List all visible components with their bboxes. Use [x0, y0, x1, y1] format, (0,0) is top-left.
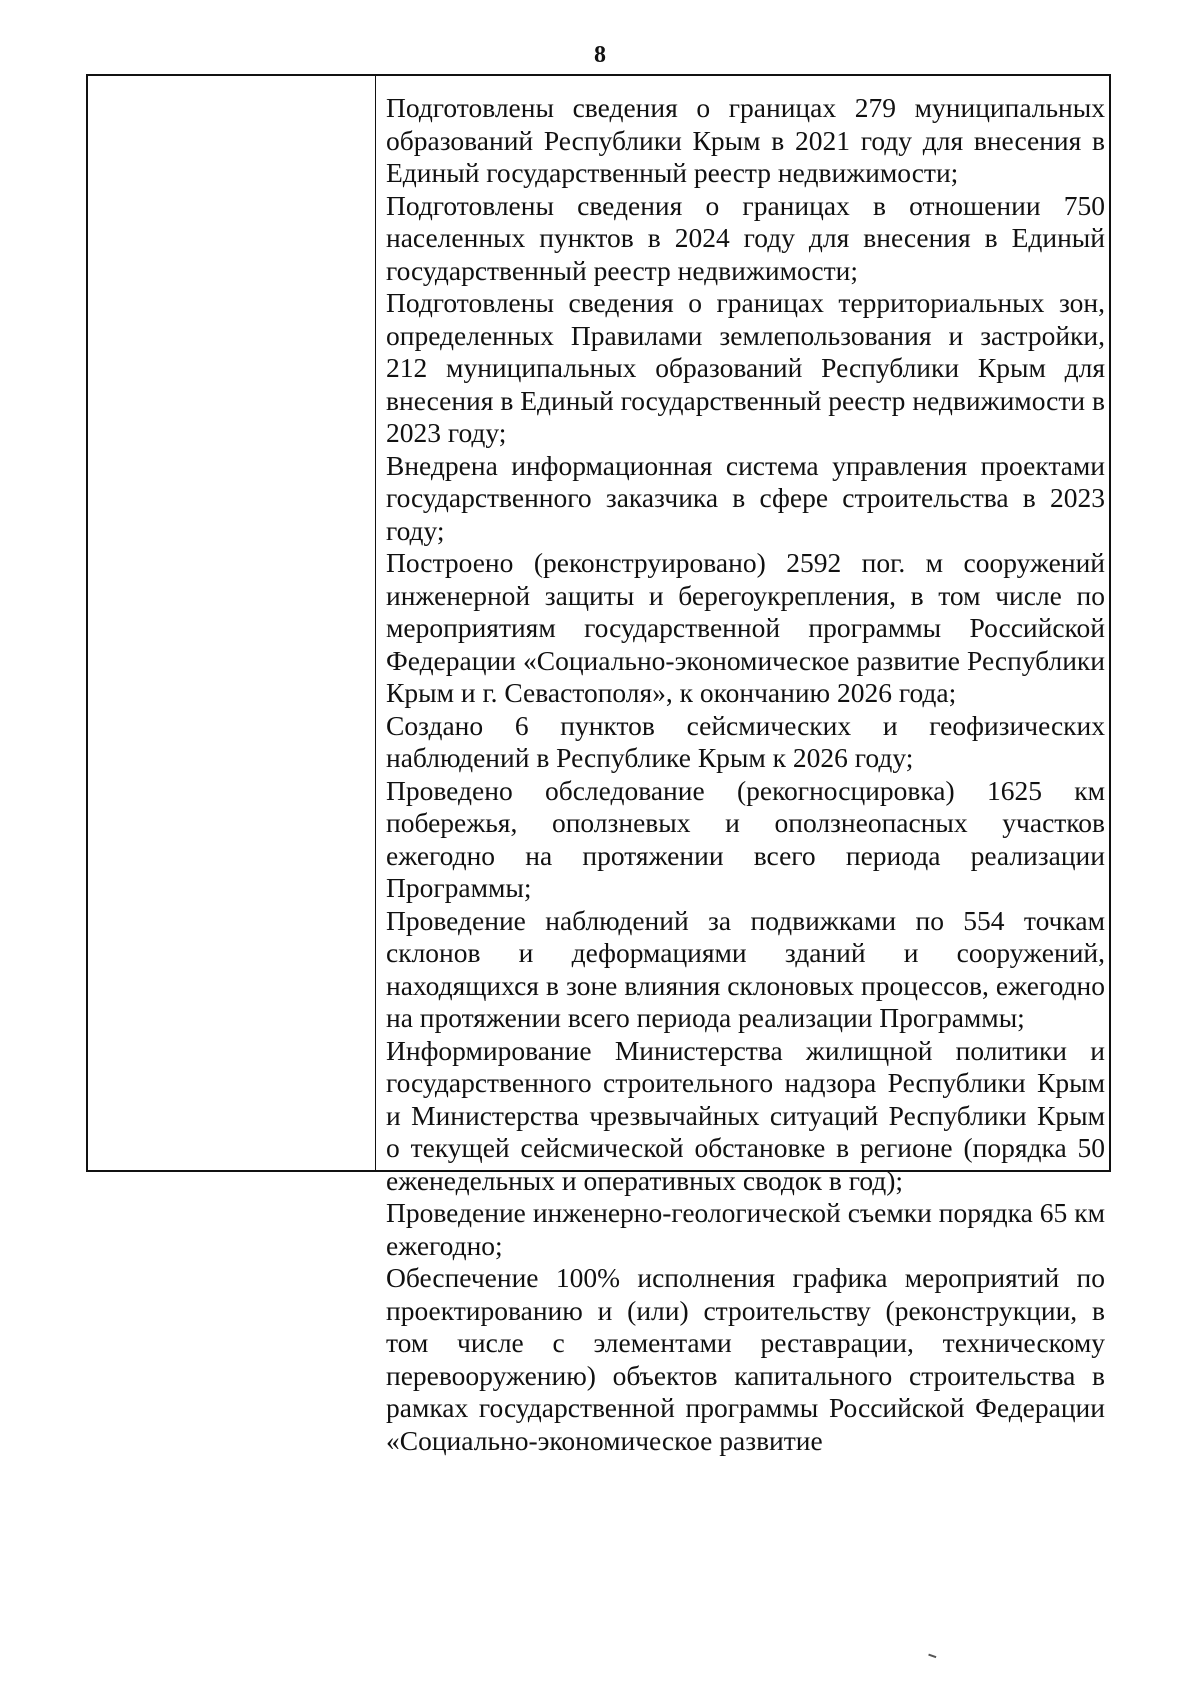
list-item: Обеспечение 100% исполнения графика мероприятий по проектированию и (или) строительству (реконструкции, в том числе с элементами реставрации, техническому перевооружению) объектов капитального строительства в рамках государственной программы Российской Федерации «Социально-экономическое развитие [386, 1262, 1105, 1456]
list-item: Подготовлены сведения о границах территориальных зон, определенных Правилами землепользования и застройки, 212 муниципальных образований Республики Крым для внесения в Единый государственный реестр недвижимости в 2023 году; [386, 287, 1105, 448]
document-table [86, 74, 1111, 1456]
list-item: Подготовлены сведения о границах 279 муниципальных образований Республики Крым в 2021 году для внесения в Единый государственный реестр недвижимости; [386, 92, 1105, 188]
list-item: Проведено обследование (рекогносцировка) 1625 км побережья, оползневых и оползнеопасных участков ежегодно на протяжении всего периода реализации Программы; [386, 774, 1105, 903]
page-number: 8 [594, 42, 606, 68]
list-item: Проведение инженерно-геологической съемки порядка 65 км ежегодно; [386, 1197, 1105, 1261]
list-item: Информирование Министерства жилищной политики и государственного строительного надзора Республики Крым и Министерства чрезвычайных ситуаций Республики Крым о текущей сейсмической обстановке в регионе (порядка 50 еженедельных и оперативных сводок в год); [386, 1034, 1105, 1196]
list-item: Подготовлены сведения о границах в отношении 750 населенных пунктов в 2024 году для внесения в Единый государственный реестр недвижимости; [386, 189, 1105, 286]
list-item: Построено (реконструировано) 2592 пог. м сооружений инженерной защиты и берегоукрепления, в том числе по мероприятиям государственной программы Российской Федерации «Социально-экономическое развитие Республики Крым и г. Севастополя», к окончанию 2026 года; [386, 547, 1105, 708]
table-left-cell [88, 76, 376, 1170]
scan-artifact [928, 1650, 938, 1658]
list-item: Внедрена информационная система управления проектами государственного заказчика в сфере строительства в 2023 году; [386, 449, 1105, 546]
list-item: Создано 6 пунктов сейсмических и геофизических наблюдений в Республике Крым к 2026 году; [386, 709, 1105, 773]
list-item: Проведение наблюдений за подвижками по 554 точкам склонов и деформациями зданий и сооружений, находящихся в зоне влияния склоновых процессов, ежегодно на протяжении всего периода реализации Программы; [386, 904, 1105, 1033]
table-right-cell [376, 76, 1109, 1456]
